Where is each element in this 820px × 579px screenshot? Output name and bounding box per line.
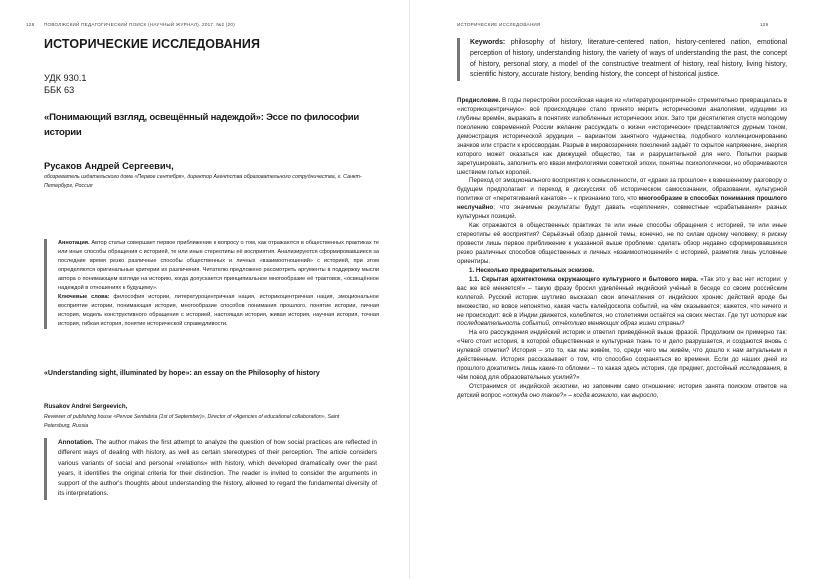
right-page-number: 129 [760,22,769,27]
section-heading [457,267,787,276]
subheading-text: 1.1. Скрытая архитектоника окружающего культурного и бытового мира. [469,275,698,283]
body-paragraph [457,383,787,401]
abstract-ru-text [58,239,379,293]
section-title: ИСТОРИЧЕСКИЕ ИССЛЕДОВАНИЯ [44,37,261,51]
keywords-ru-body: философия истории, литературоцентричная нация, историкоцентричная нация, эмоциональное восприятие истории, понимающая история, многообразие способов понимания прошлого, понятие истории, личная история, модель конструктивного обращения с историей, настоящая история, живая история, научная история, точная история, гибкая история, понятие исторической справедливости. [58,294,379,327]
body-paragraph [457,276,787,330]
paragraph-text: Переход от эмоционального восприятия к осмысленности, от «драки за прошлое» к взвешенному разговору о будущем предполагает и переход в дискуссиях об историческом самосознании, образовании, культурной политике от «перетягиваний канатов» – к признанию того, что [457,177,787,203]
abstract-en-body: The author makes the first attempt to analyze the question of how social practices are reflected in different ways of dealing with history, as well as certain stereotypes of their perception. The article considers various variants of social and personal «relations» with history, which developed dramatically over the past years, it identifies the original criteria for their distinction. The reader is invited to consider the arguments in support of the author's thoughts about understanding the history, allowed to regard the fundamental diversity of its interpretations. [58,439,377,498]
paragraph-text: ; что значимые результаты будут давать «сцепления», совместные «срабатывания» разных культурных позиций. [457,204,787,221]
abstract-ru-body: Автор статьи совершает первое приближение к вопросу о том, как отражаются в общественных практиках те или иные способы обращения с историей, те или иные стереотипы её восприятия. Анализируются сформировавшиеся за последние время резко различные способы общественных и личных «взаимоотношений» с историей, при этом определяются оригинальные критерии их различения. Читателю предложено рассмотреть аргументы в поддержку мысли автора о понимающем взгляде на историю, когда допускается принципиальное многообразие её трактовок, «освещённое надеждой в отношениях к будущему». [58,240,379,291]
abstract-ru-label: Аннотация. [58,240,90,246]
italic-text: история как последовательность событий, отчётливо меняющих образ жизни страны? [457,311,787,328]
keywords-en-body: philosophy of history, literature-centered nation, history-centered nation, emotional perception of history, understanding history, the variety of ways of understanding the past, the concept of history, personal story, a model of the constructive treatment of history, real history, living history, scientific history, accurate history, bending history, the concept of historical justice. [470,39,787,79]
keywords-ru-label: Ключевые слова: [58,294,110,300]
udk-code: УДК 930.1 [44,73,87,83]
author-name-en: Rusakov Andrei Sergeevich, [44,403,128,410]
paragraph-text: В годы перестройки российская нация из «литературоцентричной» стремительно превращалась в «историкоцентричную»: всё происходящее стало принято мерить историческими аналогиями, идущими из глубины времён, выражать в понятиях излюбленных исторических эпох. Зато три десятилетия спустя молодому поколению современной России желание рассуждать о жизни «исторически» представляется дурным тоном, демонстрация исторической эрудиции – вариантом занятного чудачества, подобного коллекционированию значков или страсти к кроссвордам. Разрыв в мировоззрениях поколений задаёт то скрытое напряжение, энергия которого может оказаться как движущей общество, так и разрушительной для него. Попытки разрыв заретушировать, заполнить его квази мифологиями советской эпохи, понятны психологически, но оборачиваются шествием голых королей. [457,97,787,176]
journal-running-head: ПОВОЛЖСКИЙ ПЕДАГОГИЧЕСКИЙ ПОИСК (НАУЧНЫЙ ЖУРНАЛ). 2017. №2 (20) [44,22,235,27]
article-body [457,97,787,401]
italic-text: «откуда оно такое?» – когда возникло, как выросло, [502,391,659,399]
article-title-ru: «Понимающий взгляд, освещённый надеждой»: Эссе по философии истории [44,112,360,138]
paragraph-text: На его рассуждения индийский историк и ответил приведённой выше фразой. Продолжим он примерно так: «Чего стоит история, в которой общественная и культурная ткань то и дело разрушается, и создаются вновь с нулевой отметки? История – это то, как мы живём, то, среди чего мы живём, что дошло к нам актуальным и действенным. История рассказывает о том, что способно сохраняться во времени. Если до наших дней из прошлого докатились лишь какие-то обломки – то какая здесь история, где предмет, достойный исследования, в чём повод для образовательных усилий?» [457,329,787,382]
bbk-code: ББК 63 [44,85,75,95]
emphasis-text: многообразие в способах понимания прошлого неслучайно [457,195,787,212]
heading-text: 1. Несколько предварительных эскизов. [469,266,594,274]
classification-codes [44,72,87,96]
keywords-ru [58,293,379,329]
body-paragraph [457,97,787,177]
paragraph-text: Отстранимся от индийской экзотики, но запомним само отношение: история занята поиском ответов на детский вопрос [457,383,787,399]
body-paragraph [457,177,787,222]
keywords-en-label: Keywords: [470,39,506,46]
right-running-head: ИСТОРИЧЕСКИЕ ИССЛЕДОВАНИЯ [457,22,541,27]
article-title-en: «Understanding sight, illuminated by hope»: an essay on the Philosophy of history [44,370,320,377]
paragraph-text: Как отражаются в общественных практиках те или иные способы обращения с историей, те или иные стереотипы её восприятия? Серьёзный обзор данной темы, конечно, не по силам одному человеку; я рискну провести лишь первое приближение к указанной выше проблеме: сделать обзор недавно сформировавшихся резко различных способов общественных и личных «взаимоотношений» с историей, разметив лишь условные ориентиры. [457,222,787,265]
author-affiliation-en: Reviewer of publishing house «Pervoe Sentiabria (1st of September)», Director of «Agencies of educational collaboration», Saint Petersburg, Russia [44,414,340,429]
keywords-en [457,38,787,81]
body-paragraph [457,222,787,267]
abstract-en [44,438,377,500]
author-affiliation-ru: обозреватель издательского дома «Первое сентября», директор Агентства образовательного сотрудничества, г. Санкт-Петербург, Россия [44,174,362,189]
preface-label: Предисловие. [457,97,501,104]
left-page-number: 128 [26,22,35,27]
right-page [410,0,820,579]
abstract-ru [44,239,379,329]
body-paragraph [457,329,787,383]
paragraph-text: «Так это у вас нет истории: у вас же всё меняется!» – такую фразу бросил удивлённый индийский учёный в беседе со своим российским коллегой. Русский историк шутливо высказал свои впечатления от индийских хроник: действий вроде бы множество, но вовсе непонятно, какая часть калейдоскопа событий, на чём сказывается; кажется, что ничего и не происходит: всё в Индии движется, колеблется, но столетиями остаётся на своих местах. Где тут [457,275,787,319]
author-name-ru: Русаков Андрей Сергеевич, [44,160,174,171]
abstract-en-label: Annotation. [58,439,94,446]
